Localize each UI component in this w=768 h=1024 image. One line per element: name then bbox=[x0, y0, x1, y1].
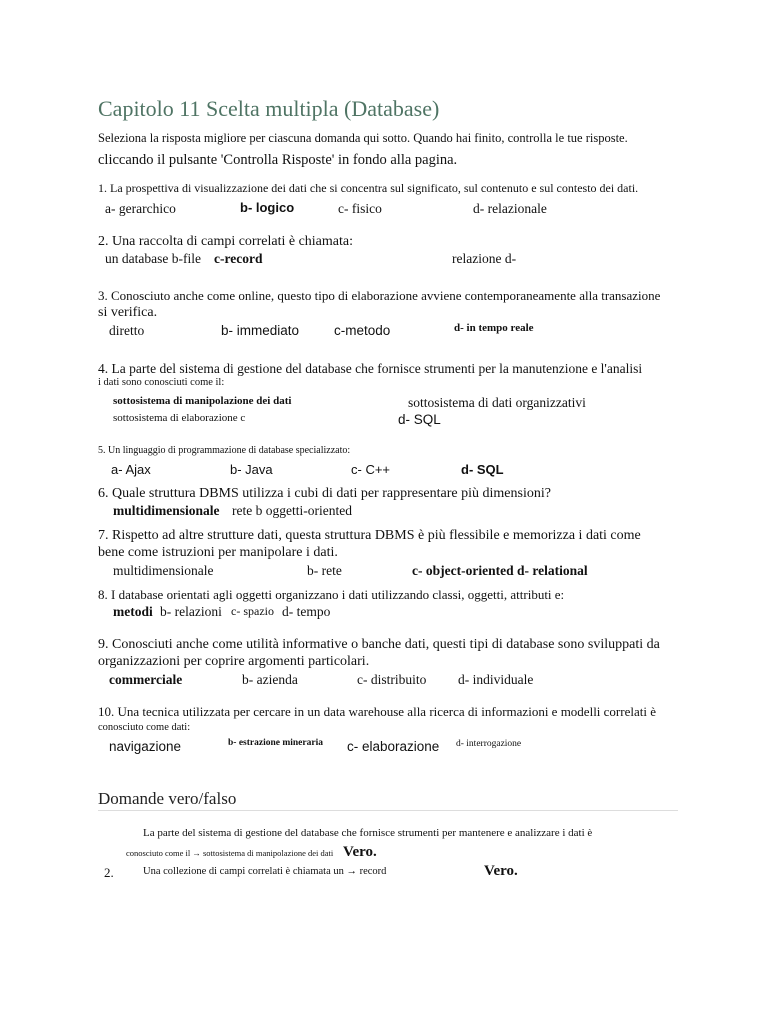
q5-option-a[interactable]: a- Ajax bbox=[111, 462, 151, 477]
q8-option-d[interactable]: d- tempo bbox=[282, 604, 331, 619]
q3-option-d[interactable]: d- in tempo reale bbox=[454, 322, 534, 334]
q4-option-b[interactable]: sottosistema di dati organizzativi bbox=[408, 395, 586, 410]
question-9-line-2: organizzazioni per coprire argomenti particolari. bbox=[98, 654, 370, 669]
q1-option-b[interactable]: b- logico bbox=[240, 200, 295, 215]
tf-item-1-line-2: conosciuto come il → sottosistema di manipolazione dei dati bbox=[126, 848, 334, 858]
q2-option-c[interactable]: relazione d- bbox=[452, 251, 517, 266]
question-8-text: 8. I database orientati agli oggetti organizzano i dati utilizzando classi, oggetti, attributi e: bbox=[98, 587, 565, 602]
q8-option-c[interactable]: c- spazio bbox=[231, 604, 274, 618]
q5-option-d[interactable]: d- SQL bbox=[461, 462, 504, 477]
q4-option-d[interactable]: d- SQL bbox=[398, 412, 441, 427]
q1-option-d[interactable]: d- relazionale bbox=[473, 201, 547, 216]
q5-option-c[interactable]: c- C++ bbox=[351, 462, 391, 477]
question-4-line-1: 4. La parte del sistema di gestione del database che fornisce strumenti per la manutenzione e l'analisi bbox=[98, 361, 643, 376]
q10-option-d[interactable]: d- interrogazione bbox=[456, 739, 522, 749]
question-10-line-2: conosciuto come dati: bbox=[98, 722, 191, 733]
tf-item-2-text: Una collezione di campi correlati è chiamata un → record bbox=[143, 866, 387, 877]
question-10-line-1: 10. Una tecnica utilizzata per cercare in un data warehouse alla ricerca di informazioni e modelli correlati è bbox=[98, 704, 656, 719]
question-4-line-2: i dati sono conosciuti come il: bbox=[98, 377, 225, 388]
tf-item-2-number: 2. bbox=[104, 865, 114, 880]
question-5-text: 5. Un linguaggio di programmazione di database specializzato: bbox=[98, 445, 351, 456]
q7-option-b[interactable]: b- rete bbox=[307, 563, 342, 578]
intro-line-2: cliccando il pulsante 'Controlla Risposte' in fondo alla pagina. bbox=[98, 152, 458, 168]
q5-option-b[interactable]: b- Java bbox=[230, 462, 273, 477]
q10-option-c[interactable]: c- elaborazione bbox=[347, 739, 440, 754]
q1-option-a[interactable]: a- gerarchico bbox=[105, 201, 176, 216]
q1-option-c[interactable]: c- fisico bbox=[338, 201, 382, 216]
q8-option-b[interactable]: b- relazioni bbox=[160, 604, 222, 619]
q8-option-a[interactable]: metodi bbox=[113, 604, 153, 619]
q2-option-a[interactable]: un database b-file bbox=[105, 251, 201, 266]
q6-option-a[interactable]: multidimensionale bbox=[113, 503, 220, 518]
q7-option-c[interactable]: c- object-oriented d- relational bbox=[412, 563, 588, 578]
question-2-text: 2. Una raccolta di campi correlati è chiamata: bbox=[98, 234, 353, 249]
q9-option-c[interactable]: c- distribuito bbox=[357, 672, 427, 687]
question-7-line-2: bene come istruzioni per manipolare i dati. bbox=[98, 545, 338, 560]
q3-option-c[interactable]: c-metodo bbox=[334, 323, 391, 338]
page-title: Capitolo 11 Scelta multipla (Database) bbox=[98, 96, 440, 121]
question-6-text: 6. Quale struttura DBMS utilizza i cubi di dati per rappresentare più dimensioni? bbox=[98, 486, 551, 501]
intro-line-1: Seleziona la risposta migliore per ciascuna domanda qui sotto. Quando hai finito, controlla le tue risposte. bbox=[98, 131, 628, 145]
question-9-line-1: 9. Conosciuti anche come utilità informative o banche dati, questi tipi di database sono sviluppati da bbox=[98, 637, 660, 652]
q3-option-a[interactable]: diretto bbox=[109, 323, 145, 338]
question-1-text: 1. La prospettiva di visualizzazione dei dati che si concentra sul significato, sul contenuto e sul contesto dei dati. bbox=[98, 181, 639, 195]
q9-option-b[interactable]: b- azienda bbox=[242, 672, 298, 687]
q9-option-d[interactable]: d- individuale bbox=[458, 672, 534, 687]
tf-item-2-answer: Vero. bbox=[484, 863, 518, 879]
tf-item-1-answer: Vero. bbox=[343, 844, 377, 860]
q10-option-a[interactable]: navigazione bbox=[109, 739, 182, 754]
section-divider bbox=[98, 810, 678, 811]
q3-option-b[interactable]: b- immediato bbox=[221, 323, 300, 338]
question-7-line-1: 7. Rispetto ad altre strutture dati, questa struttura DBMS è più flessibile e memorizza i dati come bbox=[98, 528, 641, 543]
q4-option-c[interactable]: sottosistema di elaborazione c bbox=[113, 412, 246, 424]
q6-option-b[interactable]: rete b oggetti-oriented bbox=[232, 503, 352, 518]
question-3-line-2: si verifica. bbox=[98, 305, 158, 320]
question-3-line-1: 3. Conosciuto anche come online, questo tipo di elaborazione avviene contemporaneamente alla transazione bbox=[98, 288, 661, 303]
q10-option-b[interactable]: b- estrazione mineraria bbox=[228, 738, 323, 748]
q7-option-a[interactable]: multidimensionale bbox=[113, 563, 214, 578]
q2-option-b[interactable]: c-record bbox=[214, 251, 263, 266]
q9-option-a[interactable]: commerciale bbox=[109, 672, 183, 687]
q4-option-a[interactable]: sottosistema di manipolazione dei dati bbox=[113, 395, 292, 407]
true-false-heading: Domande vero/falso bbox=[98, 789, 237, 808]
tf-item-1-line-1: La parte del sistema di gestione del database che fornisce strumenti per mantenere e analizzare i dati è bbox=[143, 827, 593, 839]
